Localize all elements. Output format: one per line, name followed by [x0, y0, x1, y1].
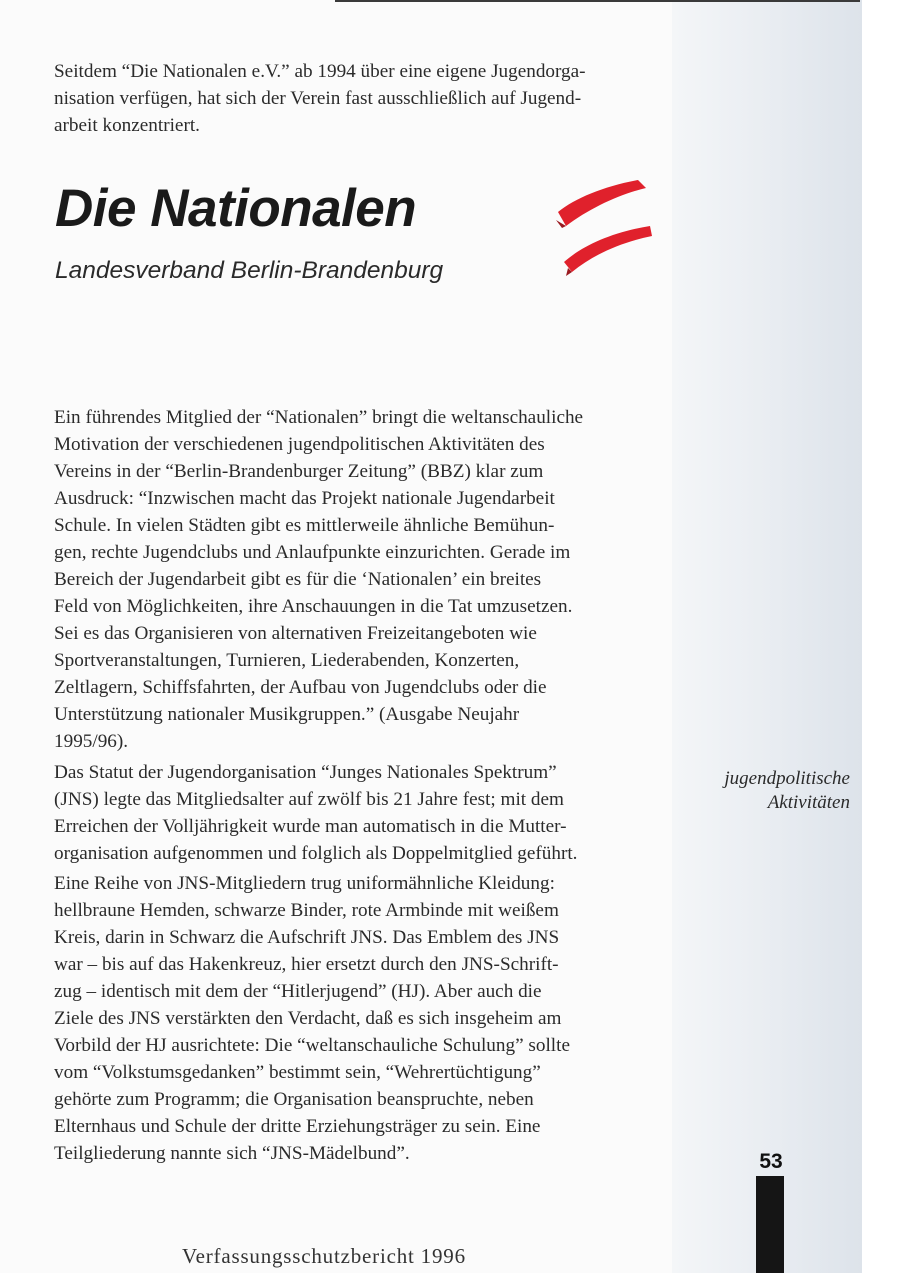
margin-note: jugendpolitische Aktivitäten [724, 768, 850, 813]
page-number: 53 [759, 1150, 783, 1173]
paragraph-statut: Das Statut der Jugendorganisation “Junges Nationales Spektrum” (JNS) legte das Mitgliedsalter auf zwölf bis 21 Jahre fest; mit dem Erreichen der Volljährigkeit wurde man automatisch in die Mutter- organisation aufgenommen und folglich als Doppelmitglied geführt. [54, 762, 578, 864]
intro-paragraph: Seitdem “Die Nationalen e.V.” ab 1994 über eine eigene Jugendorga- nisation verfügen, hat sich der Verein fast ausschließlich auf Jugend- arbeit konzentriert. [54, 61, 586, 136]
paragraph-motivation: Ein führendes Mitglied der “Nationalen” bringt die weltanschauliche Motivation der verschiedenen jugendpolitischen Aktivitäten des Vereins in der “Berlin-Brandenburger Zeitung” (BBZ) klar zum Ausdruck: “Inzwischen macht das Projekt nationale Jugendarbeit Schule. In vielen Städten gibt es mittlerweile ähnliche Bemühun- gen, rechte Jugendclubs und Anlaufpunkte einzurichten. Gerade im Bereich der Jugendarbeit gibt es für die ‘Nationalen’ ein breites Feld von Möglichkeiten, ihre Anschauungen in die Tat umzusetzen. Sei es das Organisieren von alternativen Freizeitangeboten wie Sportveranstaltungen, Turnieren, Liederabenden, Konzerten, Zeltlagern, Schiffsfahrten, der Aufbau von Jugendclubs oder die Unterstützung nationaler Musikgruppen.” (Ausgabe Neujahr 1995/96). [54, 407, 584, 752]
top-rule [335, 0, 860, 2]
page-edge [862, 0, 900, 1273]
logo-subtitle: Landesverband Berlin-Brandenburg [55, 257, 444, 284]
footer-publication: Verfassungsschutzbericht 1996 [182, 1244, 466, 1268]
page-number-bar [756, 1176, 784, 1273]
logo-title: Die Nationalen [55, 179, 417, 238]
paragraph-uniform: Eine Reihe von JNS-Mitgliedern trug uniformähnliche Kleidung: hellbraune Hemden, schwarze Binder, rote Armbinde mit weißem Kreis, darin in Schwarz die Aufschrift JNS. Das Emblem des JNS war – bis auf das Hakenkreuz, hier ersetzt durch den JNS-Schrift- zug – identisch mit dem der “Hitlerjugend” (HJ). Aber auch die Ziele des JNS verstärkten den Verdacht, daß es sich insgeheim am Vorbild der HJ ausrichtete: Die “weltanschauliche Schulung” sollte vom “Volkstumsgedanken” bestimmt sein, “Wehrertüchtigung” gehörte zum Programm; die Organisation beanspruchte, neben Elternhaus und Schule der dritte Erziehungsträger zu sein. Eine Teilgliederung nannte sich “JNS-Mädelbund”. [54, 873, 570, 1164]
page-sidebar-shade [672, 0, 862, 1273]
logo-stripes-icon [550, 168, 660, 278]
